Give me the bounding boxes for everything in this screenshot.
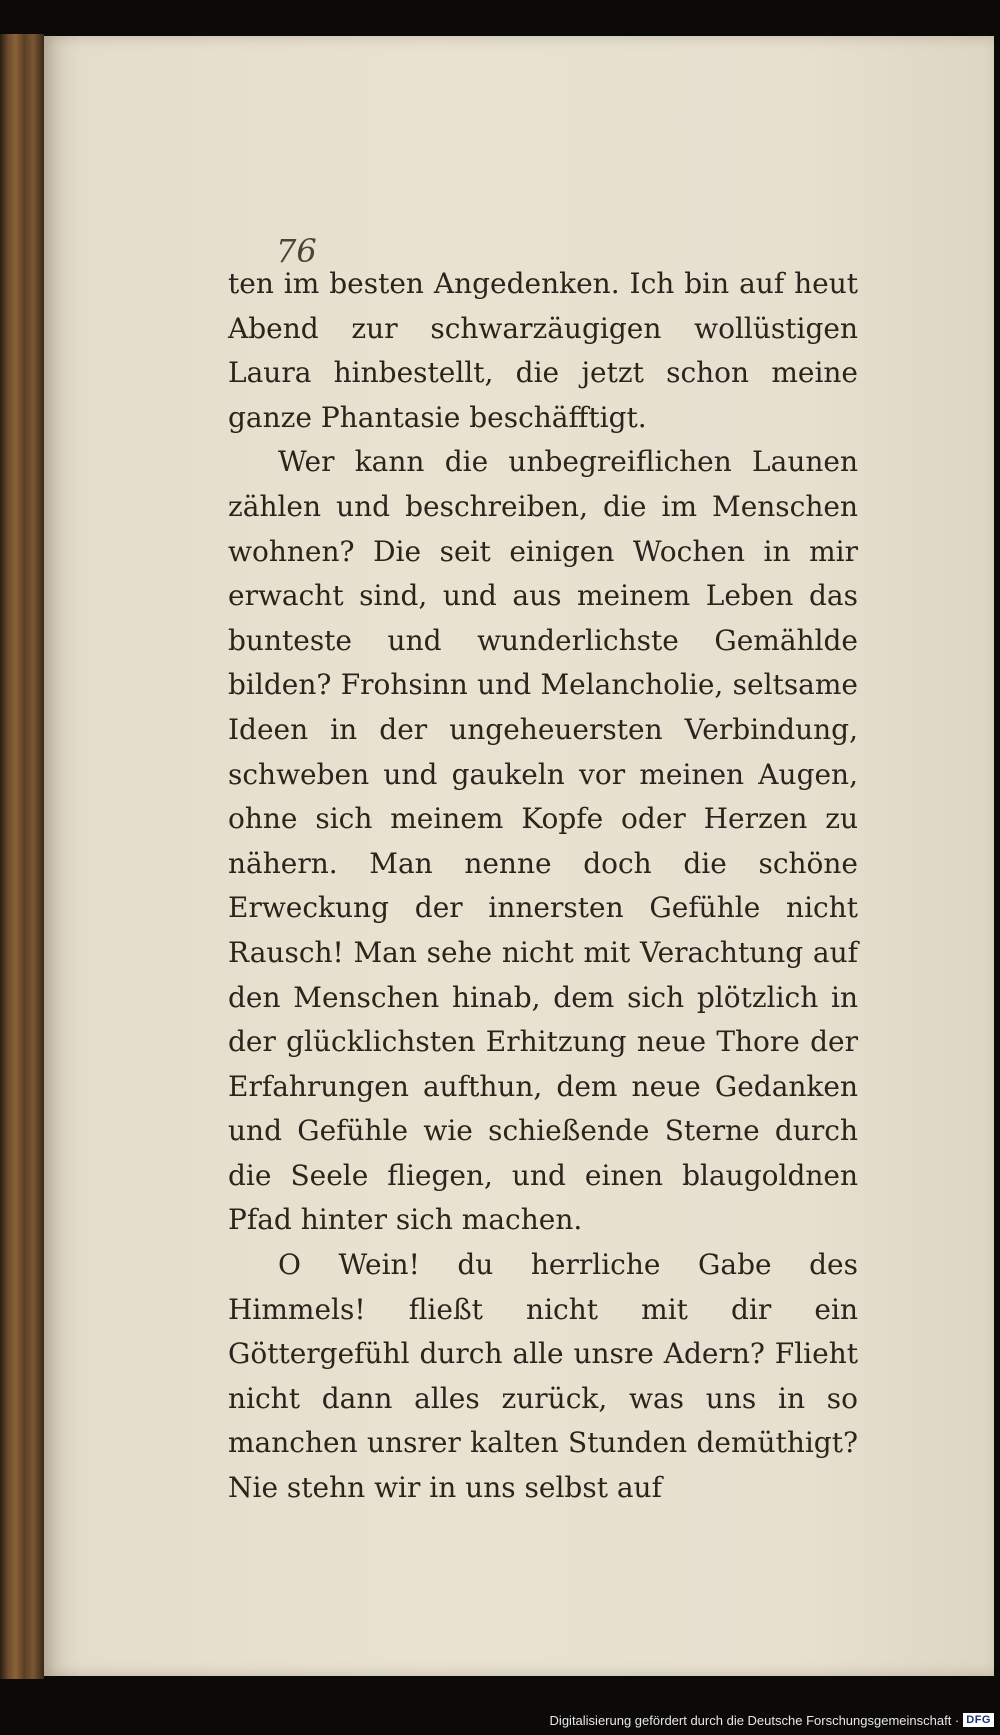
paragraph-3: O Wein! du herrliche Gabe des Himmels! fließt nicht mit dir ein Göttergefühl durch alle unsre Adern? Flieht nicht dann alles zurück, was uns in so manchen unsrer kalten Stunden demüthigt? Nie stehn wir in uns selbst auf	[228, 1248, 858, 1505]
footer-credit: Digitalisierung gefördert durch die Deutsche Forschungsgemeinschaft ·	[549, 1712, 960, 1728]
book-spine-edge	[0, 34, 44, 1679]
paragraph-2: Wer kann die unbegreiflichen Launen zählen und beschreiben, die im Menschen wohnen? Die seit einigen Wochen in mir erwacht sind, und aus meinem Leben das bunteste und wunderlichste Gemählde bilden? Frohsinn und Melancholie, seltsame Ideen in der ungeheuersten Verbindung, schweben und gaukeln vor meinen Augen, ohne sich meinem Kopfe oder Herzen zu nähern. Man nenne doch die schöne Erweckung der innersten Gefühle nicht Rausch! Man sehe nicht mit Verachtung auf den Menschen hinab, dem sich plötzlich in der glücklichsten Erhitzung neue Thore der Erfahrungen aufthun, dem neue Gedanken und Gefühle wie schießende Sterne durch die Seele fliegen, und einen blaugoldnen Pfad hinter sich machen.	[228, 445, 858, 1237]
paragraph-1: ten im besten Angedenken. Ich bin auf heut Abend zur schwarzäugigen wollüstigen Laura hinbestellt, die jetzt schon meine ganze Phantasie beschäfftigt.	[228, 267, 858, 434]
page-body-text	[228, 262, 858, 1511]
digitization-footer	[550, 1709, 994, 1731]
page-number: 76	[276, 232, 317, 270]
dfg-logo-icon: DFG	[963, 1713, 994, 1727]
